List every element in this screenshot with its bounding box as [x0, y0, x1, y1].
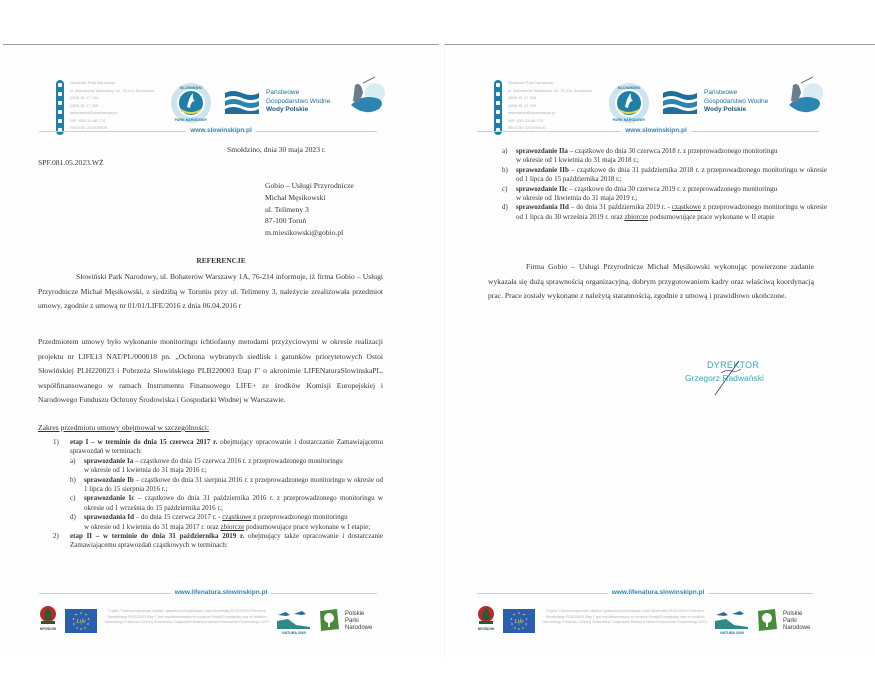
polskie-parki-logo — [317, 607, 341, 633]
recipient-email[interactable]: m.miesikowski@gobio.pl — [265, 228, 344, 238]
folder-icon — [58, 119, 62, 123]
report-item: b) sprawozdanie IIb – cząstkowe do dnia 31 października 2018 r. z przeprowadzonego monitoringu w okresie od 1 lipca do 15 października 2018 r.; — [502, 165, 827, 184]
mail-icon — [496, 110, 500, 114]
nfosigw-logo — [39, 605, 57, 631]
fax-icon — [58, 101, 62, 105]
report-item: a) sprawozdanie Ia – cząstkowe do dnia 15 czerwca 2016 r. z przeprowadzonego monitoringu w okresie od 1 kwietnia do 31 maja 2016 r.; — [70, 456, 343, 475]
natura-2000-logo — [714, 607, 750, 635]
handwritten-signature — [681, 359, 791, 399]
slowinski-park-logo — [609, 83, 649, 123]
stage-1-item: 1) etap I – w terminie do dnia 15 czerwca 2017 r. obejmujący opracowanie i dostarczanie Zamawiającemu sprawozdań w terminach: a) sprawozdanie Ia – cząstkowe do dnia 15 czerwca 2016 r. z przeprowadzonego monitoringu w okresie od 1 kwietnia do 31 maja 2016 r.; b) sprawozdanie Ib – cząstkowe do dnia 31 sierpnia 2016 r. z przeprowadzonego monitoringu w okresie od 1 lipca do 15 sierpnia 2016 r.; c) sprawozdanie Ic – cząstkowe do dnia 31 października 2016 r. z przeprowadzonego monitoringu w okresie od 1 września do 15 października 2016 r.; d) sprawozdania Id – do dnia 15 czerwca 2017 r. - cząstkowe z przeprowadzonego monitoringu w okresie od 1 kwietnia do 31 maja 2017 r. oraz zbiorcze podsumowujące prace wykonane w I etapie; — [53, 438, 384, 531]
closing-paragraph: Firma Gobio – Usługi Przyrodnicze Michał Męsikowski wykonując powierzone zadanie wykazała się dużą sprawnością organizacyjną, dobrym przygotowaniem kadry oraz właściwą koordynacją prac. Prace zostały wykonane z należytą starannością, zgodnie z umową i prawidłowo ukończone. — [488, 262, 814, 301]
mail-icon — [58, 110, 62, 114]
report-item: c) sprawozdanie Ic – cząstkowe do dnia 31 października 2016 r. z przeprowadzonego monitoringu w okresie od 1 września do 15 października 2016 r.; — [70, 494, 383, 512]
wody-polskie-logo — [661, 89, 699, 115]
contact-details: Słowiński Park Narodowy ul. Bohaterów Warszawy 1A, 76-214 Smołdzino (059) 81 17 204 (059) 81 17 329 sekretariat@slowinskipn.pl NIP: 839-31-68-774 REGON: 221578400 — [508, 80, 593, 130]
eu-life-logo — [65, 609, 97, 633]
signature-role: DYREKTOR — [707, 360, 760, 370]
stage-2-item: 2) etap II – w terminie do dnia 31 października 2019 r. obejmujący także opracowanie i dostarczanie Zamawiającemu sprawozdań cząstkowych w terminach: — [53, 532, 383, 550]
polskie-parki-text: Polskie Parki Narodowe — [783, 611, 811, 631]
recipient-address: Gobio – Usługi Przyrodnicze Michał Męsikowski ul. Telimeny 3 87-100 Toruń m.miesikowski@gobio.pl — [265, 181, 354, 238]
reference-number: SPF.081.05.2023.WŻ — [38, 158, 104, 167]
svg-text:SŁOWIŃSKI: SŁOWIŃSKI — [179, 85, 203, 90]
fax-icon — [496, 101, 500, 105]
contact-details: Słowiński Park Narodowy ul. Bohaterów Warszawy 1A, 76-214 Smołdzino (059) 81 17 204 (059) 81 17 329 sekretariat@slowinskipn.pl NIP: 839-31-68-774 REGON: 221578400 — [70, 80, 155, 130]
wody-polskie-logo — [223, 89, 261, 115]
nfosigw-logo — [477, 605, 495, 631]
svg-text:PARK NARODOWY: PARK NARODOWY — [174, 118, 208, 122]
svg-text:NFOŚiGW: NFOŚiGW — [39, 627, 57, 631]
letter-footer — [441, 585, 875, 655]
stage-2-reports-list — [502, 147, 827, 222]
svg-text:NATURA 2000: NATURA 2000 — [282, 631, 306, 635]
eu-stars-icon — [65, 609, 97, 633]
footer-website[interactable]: www.lifenatura.slowinskipn.pl — [608, 589, 709, 596]
phone-icon — [496, 92, 500, 96]
subject-paragraph: Przedmiotem umowy było wykonanie monitoringu ichtiofauny metodami przyżyciowymi w okresie realizacji projektu nr LIFE13 NAT/PL/000018 pn. „Ochrona wybranych siedlisk i gatunków priorytetowych Ostoi Słowińskiej PLH220023 i Pobrzeża Słowińskiego PLB220003 Etap I" o akronimie LIFENaturaSlowinskaPL, współfinansowanego w ramach Instrumentu Finansowego LIFE+ ze środków Komisji Europejskiej i Narodowego Funduszu Ochrony Środowiska i Gospodarki Wodnej w Warszawie. — [38, 337, 383, 405]
svg-text:Life: Life — [514, 619, 524, 625]
scope-list — [53, 438, 383, 551]
fisherman-fish-logo — [341, 75, 389, 123]
fisherman-fish-logo — [779, 75, 827, 123]
polskie-parki-text: Polskie Parki Narodowe — [345, 611, 373, 631]
header-website[interactable]: www.slowinskipn.pl — [186, 127, 256, 134]
natura-2000-logo — [276, 607, 312, 635]
footer-website[interactable]: www.lifenatura.slowinskipn.pl — [171, 589, 272, 596]
signature-name: Grzegorz Radwański — [685, 373, 764, 383]
report-item: d) sprawozdania Id – do dnia 15 czerwca 2017 r. - cząstkowe z przeprowadzonego monitoringu w okresie od 1 kwietnia do 31 maja 2017 r. oraz zbiorcze podsumowujące prace wykonane w I etapie; — [70, 513, 371, 531]
polskie-parki-logo — [755, 607, 779, 633]
svg-text:NATURA 2000: NATURA 2000 — [720, 631, 744, 635]
report-item: c) sprawozdanie IIc – cząstkowe do dnia 30 czerwca 2019 r. z przeprowadzonego monitoringu w okresie od 1kwietnia do 31 maja 2019 r.; — [502, 184, 778, 203]
folder-icon — [496, 119, 500, 123]
home-icon — [58, 83, 62, 87]
place-date: Smołdzino, dnia 30 maja 2023 r. — [227, 145, 326, 154]
letterhead — [3, 75, 439, 141]
home-icon — [496, 83, 500, 87]
eu-stars-icon — [503, 609, 535, 633]
director-signature-stamp — [681, 359, 791, 399]
document-page-1 — [3, 44, 439, 657]
svg-text:Life: Life — [76, 619, 86, 625]
header-website[interactable]: www.slowinskipn.pl — [621, 127, 691, 134]
report-item: b) sprawozdanie Ib – cząstkowe do dnia 31 sierpnia 2016 r. z przeprowadzonego monitoringu w okresie od 1 lipca do 15 sierpnia 2016 r.; — [70, 475, 384, 494]
scope-heading: Zakres przedmiotu umowy obejmował w szczególności: — [38, 423, 210, 432]
svg-text:SŁOWIŃSKI: SŁOWIŃSKI — [617, 85, 641, 90]
wody-polskie-text: Państwowe Gospodarstwo Wodne Wody Polskie — [266, 89, 331, 113]
letter-title: REFERENCJE — [196, 256, 246, 265]
letterhead — [445, 75, 875, 141]
document-page-2 — [444, 44, 875, 657]
slowinski-park-logo — [171, 83, 211, 123]
report-item: d) sprawozdania IId – do dnia 31 października 2019 r. - cząstkowe z przeprowadzonego monitoringu w okresie od 1 lipca do 30 września 2019 r. oraz zbiorcze podsumowujące prace wykonane w II etapie — [502, 203, 827, 221]
svg-text:NFOŚiGW: NFOŚiGW — [477, 627, 495, 631]
project-funding-note: Projekt "Ochrona wybranych siedlisk i gatunków priorytetowych Ostoi Słowińskiej PLH220023 i Pobrzeża Słowińskiego PLB220003 Etap I" jest współfinansowany ze środków Komisji Europejskiej oraz ze środków Narodowego Funduszu Ochrony Środowiska i Gospodarki Wodnej w ramach Instrumentu Finansowego LIFE+ — [542, 609, 708, 624]
eu-life-logo — [503, 609, 535, 633]
intro-paragraph: Słowiński Park Narodowy, ul. Bohaterów Warszawy 1A, 76-214 informuje, iż firma Gobio – Usługi Przyrodnicze Michał Męsikowski, z siedzibą w Toruniu przy ul. Telimeny 3, należycie zrealizowała przedmiot umowy, zgodnie z umową nr 01/01/LIFE/2016 z dnia 06.04.2016 r — [38, 272, 383, 311]
project-funding-note: Projekt "Ochrona wybranych siedlisk i gatunków priorytetowych Ostoi Słowińskiej PLH220023 i Pobrzeża Słowińskiego PLB220003 Etap I" jest współfinansowany ze środków Komisji Europejskiej oraz ze środków Narodowego Funduszu Ochrony Środowiska i Gospodarki Wodnej w ramach Instrumentu Finansowego LIFE+ — [104, 609, 270, 624]
wody-polskie-text: Państwowe Gospodarstwo Wodne Wody Polskie — [704, 89, 769, 113]
phone-icon — [58, 92, 62, 96]
svg-text:PARK NARODOWY: PARK NARODOWY — [612, 118, 646, 122]
report-item: a) sprawozdanie IIa – cząstkowe do dnia 30 czerwca 2018 r. z przeprowadzonego monitoringu w okresie od 1 kwietnia do 31 maja 2018 r.; — [502, 147, 778, 165]
letter-footer — [3, 585, 439, 655]
